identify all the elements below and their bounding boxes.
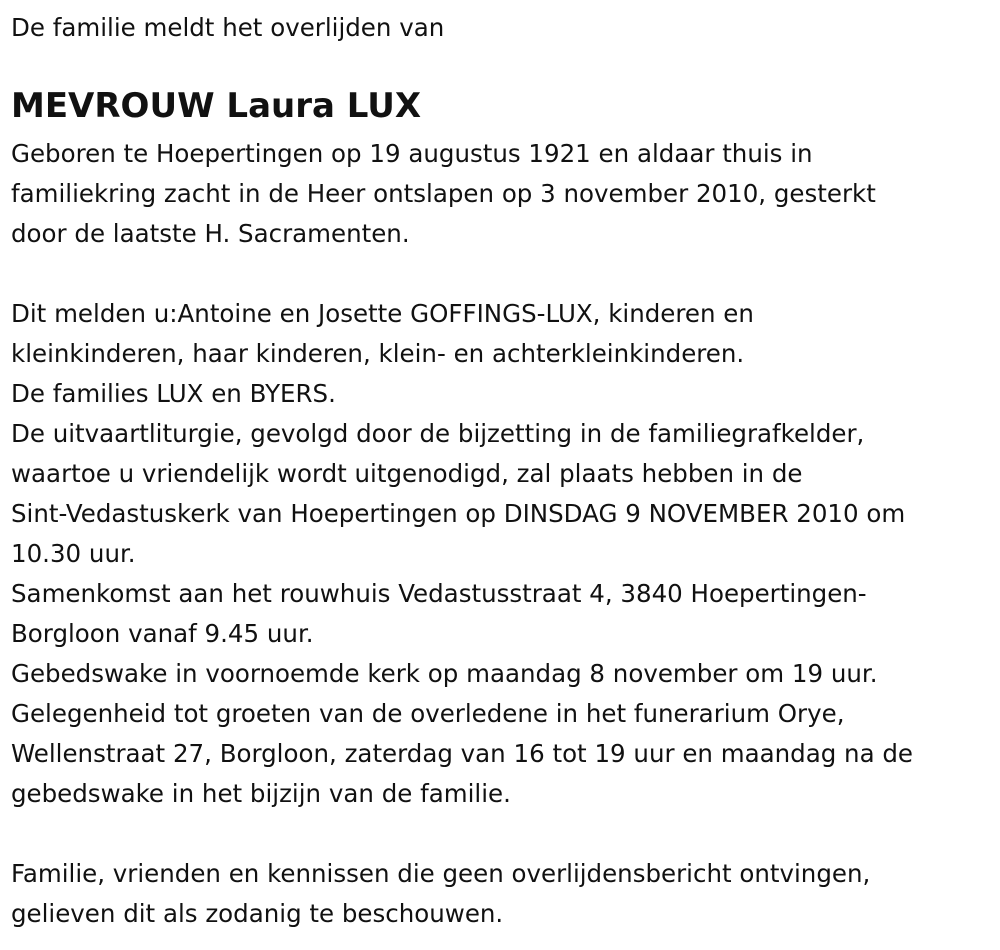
text-line: De uitvaartliturgie, gevolgd door de bijzetting in de familiegrafkelder,	[11, 419, 865, 448]
text-line: gebedswake in het bijzijn van de familie.	[11, 779, 511, 808]
text-line: Gebedswake in voornoemde kerk op maandag 8 november om 19 uur.	[11, 659, 878, 688]
paragraph-spacer	[11, 814, 991, 854]
birth-paragraph	[11, 134, 991, 254]
notice-body	[11, 134, 991, 934]
text-line: Familie, vrienden en kennissen die geen overlijdensbericht ontvingen,	[11, 859, 871, 888]
text-line: Wellenstraat 27, Borgloon, zaterdag van 16 tot 19 uur en maandag na de	[11, 739, 914, 768]
text-line: familiekring zacht in de Heer ontslapen op 3 november 2010, gesterkt	[11, 179, 876, 208]
paragraph-spacer	[11, 254, 991, 294]
deceased-name: MEVROUW Laura LUX	[11, 86, 422, 126]
text-line: gelieven dit als zodanig te beschouwen.	[11, 899, 504, 928]
text-line: De families LUX en BYERS.	[11, 379, 336, 408]
text-line: Geboren te Hoepertingen op 19 augustus 1921 en aldaar thuis in	[11, 139, 813, 168]
text-line: waartoe u vriendelijk wordt uitgenodigd, zal plaats hebben in de	[11, 459, 803, 488]
text-line: Borgloon vanaf 9.45 uur.	[11, 619, 314, 648]
text-line: door de laatste H. Sacramenten.	[11, 219, 410, 248]
text-line: Dit melden u:Antoine en Josette GOFFINGS-LUX, kinderen en	[11, 299, 754, 328]
text-line: Gelegenheid tot groeten van de overledene in het funerarium Orye,	[11, 699, 845, 728]
closing-paragraph	[11, 854, 991, 934]
text-line: Samenkomst aan het rouwhuis Vedastusstraat 4, 3840 Hoepertingen-	[11, 579, 867, 608]
details-paragraph	[11, 294, 991, 814]
text-line: Sint-Vedastuskerk van Hoepertingen op DINSDAG 9 NOVEMBER 2010 om	[11, 499, 906, 528]
text-line: 10.30 uur.	[11, 539, 136, 568]
intro-text: De familie meldt het overlijden van	[11, 13, 445, 42]
text-line: kleinkinderen, haar kinderen, klein- en achterkleinkinderen.	[11, 339, 745, 368]
